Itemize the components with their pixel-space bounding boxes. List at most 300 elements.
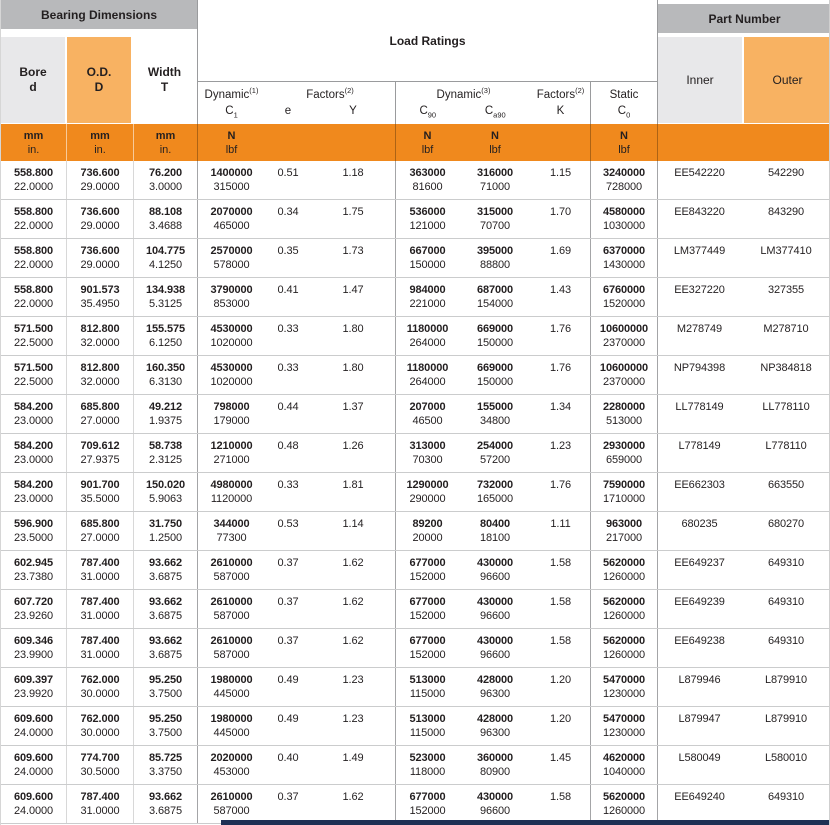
- value-primary: 571.500: [13, 323, 54, 335]
- value-primary: 558.800: [13, 206, 54, 218]
- cell-e: [265, 551, 311, 589]
- value-secondary: 23.9260: [13, 610, 54, 622]
- value-secondary: 29.0000: [80, 259, 120, 271]
- unit-metric: mm: [90, 129, 110, 142]
- cell-ca90: [459, 278, 531, 316]
- value-secondary: 22.5000: [13, 337, 54, 349]
- value-secondary: 1710000: [602, 493, 646, 505]
- value-secondary: 150000: [476, 337, 514, 349]
- value-primary: 1.45: [549, 752, 571, 764]
- value-secondary: 30.0000: [80, 727, 120, 739]
- cell-c90: [395, 356, 459, 394]
- value-primary: 0.35: [277, 245, 299, 257]
- value-primary: 134.938: [145, 284, 186, 296]
- value-secondary: 22.0000: [13, 220, 54, 232]
- cell-y: [311, 200, 395, 238]
- cell-k: [531, 629, 590, 667]
- table-body: [1, 161, 829, 824]
- value-primary: 649310: [767, 596, 805, 608]
- unit-metric: mm: [155, 129, 176, 142]
- value-secondary: 3.6875: [148, 649, 183, 661]
- cell-c1: [197, 473, 265, 511]
- unit-metric: N: [491, 129, 499, 142]
- cell-inner: [657, 161, 741, 199]
- dynamic1-label: Dynamic$^{(1)}$: [204, 86, 259, 101]
- cell-outer: [741, 512, 830, 550]
- value-primary: 0.33: [277, 323, 299, 335]
- value-primary: 150.020: [145, 479, 186, 491]
- value-secondary: 3.7500: [148, 727, 183, 739]
- value-primary: 536000: [409, 206, 446, 218]
- value-primary: LL778149: [675, 401, 724, 413]
- value-primary: 0.40: [277, 752, 299, 764]
- value-primary: L580049: [678, 752, 721, 764]
- value-primary: 1.20: [549, 713, 571, 725]
- value-secondary: 57200: [479, 454, 511, 466]
- cell-inner: [657, 356, 741, 394]
- value-primary: 984000: [409, 284, 446, 296]
- value-secondary: 6.3130: [148, 376, 183, 388]
- value-secondary: 121000: [409, 220, 446, 232]
- cell-inner: [657, 707, 741, 745]
- cell-outer: [741, 356, 830, 394]
- cell-inner: [657, 473, 741, 511]
- value-primary: 584.200: [13, 401, 54, 413]
- cell-bore: [1, 278, 66, 316]
- value-primary: 1.11: [550, 518, 571, 530]
- cell-y: [311, 512, 395, 550]
- cell-od: [66, 200, 133, 238]
- cell-c90: [395, 161, 459, 199]
- value-secondary: 5.3125: [148, 298, 183, 310]
- cell-e: [265, 629, 311, 667]
- cell-c90: [395, 473, 459, 511]
- cell-y: [311, 668, 395, 706]
- cell-width: [133, 668, 197, 706]
- value-primary: EE649238: [674, 635, 725, 647]
- table-row: [1, 278, 830, 317]
- value-secondary: 1230000: [602, 727, 646, 739]
- part-number-band: [658, 4, 830, 33]
- cell-ca90: [459, 746, 531, 784]
- cell-c0: [590, 278, 657, 316]
- od-label: O.D.: [86, 65, 112, 79]
- value-primary: 89200: [412, 518, 443, 530]
- cell-e: [265, 434, 311, 472]
- cell-inner: [657, 278, 741, 316]
- cell-width: [133, 785, 197, 823]
- value-primary: 1980000: [210, 713, 253, 725]
- value-secondary: 264000: [409, 376, 446, 388]
- value-secondary: 29.0000: [80, 220, 120, 232]
- value-primary: NP794398: [673, 362, 726, 374]
- value-primary: 104.775: [145, 245, 186, 257]
- column-header-factors-ey: [265, 82, 395, 124]
- value-secondary: 29.0000: [80, 181, 120, 193]
- cell-inner: [657, 434, 741, 472]
- cell-c1: [197, 629, 265, 667]
- cell-width: [133, 434, 197, 472]
- value-primary: 430000: [476, 635, 514, 647]
- value-primary: L778110: [765, 440, 807, 452]
- cell-e: [265, 473, 311, 511]
- table-row: [1, 356, 830, 395]
- value-secondary: 3.0000: [148, 181, 183, 193]
- k-symbol: K: [556, 105, 565, 117]
- value-secondary: 587000: [213, 571, 250, 583]
- value-primary: 1.58: [549, 635, 571, 647]
- value-primary: 571.500: [13, 362, 54, 374]
- value-primary: 31.750: [148, 518, 183, 530]
- cell-ca90: [459, 161, 531, 199]
- value-primary: 2610000: [210, 635, 253, 647]
- cell-c1: [197, 512, 265, 550]
- table-row: [1, 161, 830, 200]
- value-primary: 1.47: [342, 284, 364, 296]
- cell-e: [265, 746, 311, 784]
- value-primary: 85.725: [148, 752, 183, 764]
- value-primary: 812.800: [80, 323, 120, 335]
- cell-ca90: [459, 629, 531, 667]
- cell-bore: [1, 434, 66, 472]
- cell-y: [311, 317, 395, 355]
- cell-k: [531, 668, 590, 706]
- value-secondary: 88800: [479, 259, 511, 271]
- cell-width: [133, 395, 197, 433]
- cell-c0: [590, 356, 657, 394]
- value-primary: 607.720: [13, 596, 54, 608]
- value-primary: 5470000: [602, 674, 646, 686]
- value-primary: 709.612: [80, 440, 120, 452]
- cell-c90: [395, 629, 459, 667]
- value-primary: 76.200: [148, 167, 183, 179]
- value-secondary: 96300: [479, 727, 511, 739]
- table-row: [1, 551, 830, 590]
- cell-e: [265, 356, 311, 394]
- value-primary: 1.70: [549, 206, 571, 218]
- value-secondary: 2370000: [602, 376, 646, 388]
- value-secondary: 1120000: [210, 493, 253, 505]
- value-secondary: 115000: [409, 688, 446, 700]
- cell-c1: [197, 551, 265, 589]
- table-row: [1, 746, 830, 785]
- value-primary: LM377410: [760, 245, 812, 257]
- value-secondary: 6.1250: [148, 337, 183, 349]
- cell-outer: [741, 434, 830, 472]
- value-primary: 254000: [476, 440, 514, 452]
- value-primary: L879910: [764, 674, 808, 686]
- value-primary: 602.945: [13, 557, 54, 569]
- value-primary: 395000: [476, 245, 514, 257]
- cell-c0: [590, 512, 657, 550]
- value-primary: 155.575: [145, 323, 186, 335]
- value-primary: 93.662: [148, 557, 183, 569]
- value-primary: 316000: [476, 167, 514, 179]
- cell-ca90: [459, 473, 531, 511]
- cell-bore: [1, 239, 66, 277]
- unit-cell-bore: [1, 124, 66, 161]
- value-secondary: 24.0000: [13, 805, 54, 817]
- cell-outer: [741, 785, 830, 823]
- value-secondary: 32.0000: [80, 337, 120, 349]
- width-symbol: T: [160, 80, 169, 94]
- value-primary: 430000: [476, 596, 514, 608]
- cell-bore: [1, 629, 66, 667]
- table-row: [1, 395, 830, 434]
- value-primary: 1.75: [342, 206, 364, 218]
- bore-label: Bore: [19, 65, 47, 79]
- value-secondary: 1030000: [602, 220, 646, 232]
- cell-k: [531, 590, 590, 628]
- value-primary: 1180000: [406, 362, 449, 374]
- value-primary: 0.37: [277, 635, 299, 647]
- value-secondary: 3.4688: [148, 220, 183, 232]
- value-primary: 736.600: [80, 167, 120, 179]
- unit-metric: N: [423, 129, 432, 142]
- value-primary: 315000: [476, 206, 514, 218]
- cell-outer: [741, 746, 830, 784]
- value-primary: 1.58: [549, 557, 571, 569]
- value-secondary: 71000: [479, 181, 511, 193]
- value-secondary: 1020000: [210, 337, 253, 349]
- cell-width: [133, 707, 197, 745]
- value-secondary: 290000: [409, 493, 446, 505]
- cell-bore: [1, 785, 66, 823]
- cell-k: [531, 239, 590, 277]
- e-symbol: e: [284, 105, 292, 117]
- cell-od: [66, 551, 133, 589]
- value-primary: 901.573: [80, 284, 120, 296]
- cell-inner: [657, 785, 741, 823]
- value-secondary: 80900: [479, 766, 511, 778]
- value-secondary: 20000: [412, 532, 443, 544]
- cell-outer: [741, 707, 830, 745]
- value-primary: 10600000: [599, 323, 649, 335]
- value-primary: 4620000: [602, 752, 646, 764]
- cell-c90: [395, 551, 459, 589]
- value-primary: 5620000: [602, 791, 646, 803]
- unit-metric: N: [227, 129, 236, 142]
- value-primary: 1.81: [342, 479, 364, 491]
- value-secondary: 27.0000: [80, 415, 120, 427]
- cell-y: [311, 161, 395, 199]
- cell-c1: [197, 434, 265, 472]
- unit-metric: mm: [23, 129, 44, 142]
- cell-outer: [741, 239, 830, 277]
- value-primary: 95.250: [148, 713, 183, 725]
- width-label: Width: [147, 65, 182, 79]
- cell-c0: [590, 200, 657, 238]
- value-secondary: 3.6875: [148, 571, 183, 583]
- cell-k: [531, 473, 590, 511]
- value-secondary: 24.0000: [13, 727, 54, 739]
- value-primary: 0.33: [277, 479, 299, 491]
- value-primary: 0.37: [277, 557, 299, 569]
- value-secondary: 31.0000: [80, 610, 120, 622]
- value-primary: L879910: [764, 713, 808, 725]
- value-secondary: 1260000: [602, 805, 646, 817]
- value-secondary: 22.0000: [13, 181, 54, 193]
- cell-inner: [657, 200, 741, 238]
- cell-y: [311, 239, 395, 277]
- cell-inner: [657, 239, 741, 277]
- value-primary: 5620000: [602, 596, 646, 608]
- outer-label: Outer: [772, 72, 803, 87]
- cell-bore: [1, 668, 66, 706]
- value-secondary: 23.0000: [13, 454, 54, 466]
- cell-outer: [741, 551, 830, 589]
- cell-od: [66, 395, 133, 433]
- cell-inner: [657, 317, 741, 355]
- cell-outer: [741, 629, 830, 667]
- cell-ca90: [459, 590, 531, 628]
- cell-y: [311, 746, 395, 784]
- cell-od: [66, 239, 133, 277]
- cell-inner: [657, 668, 741, 706]
- value-secondary: 3.6875: [148, 805, 183, 817]
- value-primary: 542290: [767, 167, 805, 179]
- value-primary: 963000: [605, 518, 643, 530]
- value-primary: 0.49: [277, 674, 299, 686]
- cell-e: [265, 785, 311, 823]
- unit-imperial: in.: [94, 143, 106, 156]
- cell-k: [531, 395, 590, 433]
- value-secondary: 150000: [409, 259, 446, 271]
- cell-bore: [1, 590, 66, 628]
- cell-e: [265, 161, 311, 199]
- value-secondary: 152000: [409, 571, 446, 583]
- value-secondary: 587000: [213, 610, 250, 622]
- value-primary: 3240000: [602, 167, 646, 179]
- value-primary: 1.58: [549, 791, 571, 803]
- table-row: [1, 590, 830, 629]
- cell-c0: [590, 746, 657, 784]
- value-primary: 363000: [409, 167, 446, 179]
- value-primary: 4530000: [210, 323, 253, 335]
- value-secondary: 445000: [213, 727, 250, 739]
- value-primary: 1.76: [549, 323, 571, 335]
- cell-ca90: [459, 317, 531, 355]
- cell-c0: [590, 668, 657, 706]
- value-secondary: 465000: [213, 220, 250, 232]
- value-secondary: 271000: [213, 454, 250, 466]
- value-primary: 2070000: [210, 206, 253, 218]
- cell-inner: [657, 512, 741, 550]
- value-primary: 787.400: [80, 791, 120, 803]
- value-primary: 609.397: [13, 674, 54, 686]
- value-primary: 787.400: [80, 596, 120, 608]
- value-primary: 677000: [409, 791, 446, 803]
- value-primary: 93.662: [148, 596, 183, 608]
- value-primary: 428000: [476, 674, 514, 686]
- cell-width: [133, 551, 197, 589]
- value-primary: 736.600: [80, 245, 120, 257]
- value-secondary: 513000: [605, 415, 643, 427]
- cell-outer: [741, 590, 830, 628]
- cell-k: [531, 746, 590, 784]
- value-primary: 609.600: [13, 713, 54, 725]
- cell-od: [66, 473, 133, 511]
- value-primary: 513000: [409, 713, 446, 725]
- value-secondary: 3.3750: [148, 766, 183, 778]
- value-primary: 687000: [476, 284, 514, 296]
- unit-imperial: lbf: [618, 143, 630, 156]
- value-primary: 0.49: [277, 713, 299, 725]
- value-primary: 1.80: [342, 323, 364, 335]
- value-primary: 609.600: [13, 791, 54, 803]
- static-symbol: $C_0$: [617, 105, 631, 120]
- cell-width: [133, 629, 197, 667]
- value-secondary: 221000: [409, 298, 446, 310]
- value-primary: EE649240: [674, 791, 725, 803]
- value-secondary: 32.0000: [80, 376, 120, 388]
- cell-c90: [395, 434, 459, 472]
- unit-metric: N: [620, 129, 628, 142]
- value-primary: 1180000: [406, 323, 449, 335]
- value-primary: 1.62: [342, 635, 364, 647]
- value-primary: 4530000: [210, 362, 253, 374]
- value-secondary: 5.9063: [148, 493, 183, 505]
- value-primary: 1.37: [342, 401, 364, 413]
- cell-c1: [197, 278, 265, 316]
- cell-c0: [590, 239, 657, 277]
- value-secondary: 445000: [213, 688, 250, 700]
- value-primary: EE843220: [674, 206, 725, 218]
- od-symbol: D: [94, 80, 104, 94]
- cell-ca90: [459, 785, 531, 823]
- value-secondary: 22.0000: [13, 259, 54, 271]
- value-primary: 1210000: [210, 440, 253, 452]
- value-primary: 0.37: [277, 791, 299, 803]
- value-primary: 762.000: [80, 674, 120, 686]
- value-primary: 1.23: [342, 713, 364, 725]
- value-primary: 4580000: [602, 206, 646, 218]
- value-secondary: 217000: [605, 532, 643, 544]
- value-primary: 2930000: [602, 440, 646, 452]
- cell-width: [133, 746, 197, 784]
- value-secondary: 115000: [409, 727, 446, 739]
- cell-e: [265, 239, 311, 277]
- cell-k: [531, 161, 590, 199]
- value-primary: 669000: [476, 323, 514, 335]
- table-row: [1, 473, 830, 512]
- cell-od: [66, 590, 133, 628]
- cell-ca90: [459, 512, 531, 550]
- cell-width: [133, 590, 197, 628]
- value-primary: 1.73: [342, 245, 364, 257]
- cell-y: [311, 434, 395, 472]
- unit-cell-c90: [395, 124, 459, 161]
- value-secondary: 2.3125: [148, 454, 183, 466]
- value-secondary: 30.5000: [80, 766, 120, 778]
- cell-od: [66, 707, 133, 745]
- cell-c1: [197, 746, 265, 784]
- value-primary: 677000: [409, 557, 446, 569]
- cell-c0: [590, 551, 657, 589]
- cell-ca90: [459, 356, 531, 394]
- cell-c90: [395, 395, 459, 433]
- cell-c0: [590, 395, 657, 433]
- cell-bore: [1, 551, 66, 589]
- value-primary: 1.26: [342, 440, 364, 452]
- value-primary: 1.76: [549, 362, 571, 374]
- value-secondary: 1230000: [602, 688, 646, 700]
- cell-width: [133, 239, 197, 277]
- cell-y: [311, 551, 395, 589]
- cell-bore: [1, 200, 66, 238]
- value-primary: 732000: [476, 479, 514, 491]
- column-header-factors-k: [531, 82, 590, 124]
